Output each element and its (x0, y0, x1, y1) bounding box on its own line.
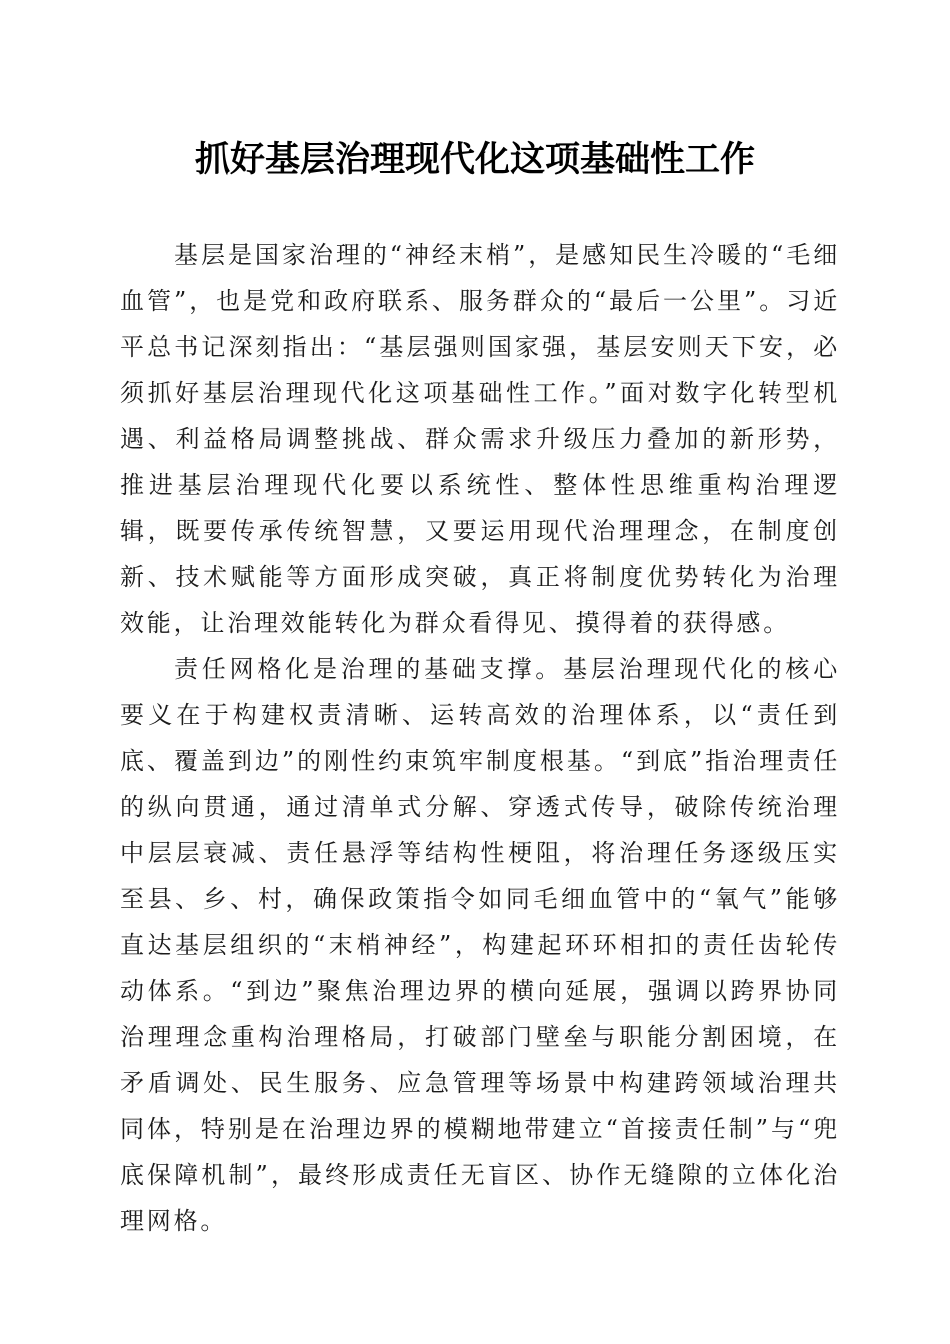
paragraph: 基层是国家治理的“神经末梢”，是感知民生冷暖的“毛细血管”，也是党和政府联系、服务群众的“最后一公里”。习近平总书记深刻指出：“基层强则国家强，基层安则天下安，必须抓好基层治理现代化这项基础性工作。”面对数字化转型机遇、利益格局调整挑战、群众需求升级压力叠加的新形势，推进基层治理现代化要以系统性、整体性思维重构治理逻辑，既要传承传统智慧，又要运用现代治理理念，在制度创新、技术赋能等方面形成突破，真正将制度优势转化为治理效能，让治理效能转化为群众看得见、摸得着的获得感。 (120, 241, 840, 637)
paragraph: 责任网格化是治理的基础支撑。基层治理现代化的核心要义在于构建权责清晰、运转高效的治理体系，以“责任到底、覆盖到边”的刚性约束筑牢制度根基。“到底”指治理责任的纵向贯通，通过清单式分解、穿透式传导，破除传统治理中层层衰减、责任悬浮等结构性梗阻，将治理任务逐级压实至县、乡、村，确保政策指令如同毛细血管中的“氧气”能够直达基层组织的“末梢神经”，构建起环环相扣的责任齿轮传动体系。“到边”聚焦治理边界的横向延展，强调以跨界协同治理理念重构治理格局，打破部门壁垒与职能分割困境，在矛盾调处、民生服务、应急管理等场景中构建跨领域治理共同体，特别是在治理边界的模糊地带建立“首接责任制”与“兜底保障机制”，最终形成责任无盲区、协作无缝隙的立体化治理网格。 (120, 655, 840, 1235)
document-body (120, 232, 840, 1244)
document-title: 抓好基层治理现代化这项基础性工作 (194, 139, 755, 180)
